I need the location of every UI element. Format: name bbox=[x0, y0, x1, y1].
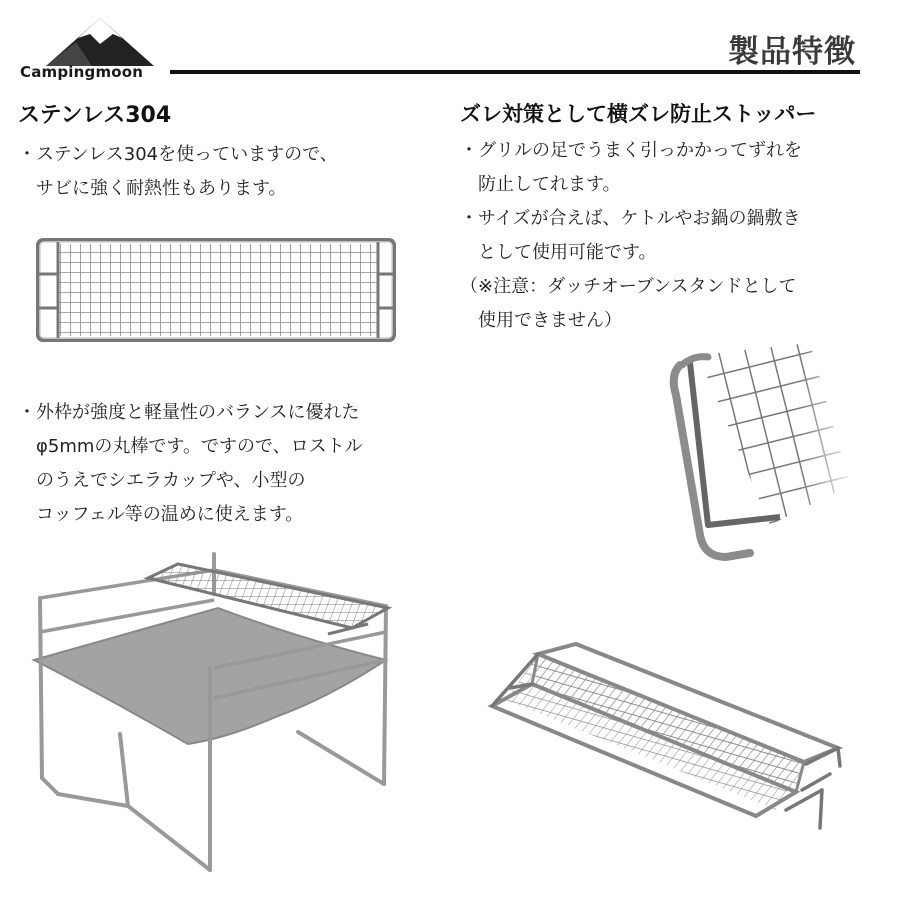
text-line: ・サイズが合えば、ケトルやお鍋の鍋敷き bbox=[460, 208, 801, 229]
text-line: ・グリルの足でうまく引っかかってずれを bbox=[460, 140, 802, 161]
text-line: サビに強く耐熱性もあります。 bbox=[18, 178, 287, 199]
brand-name: Campingmoon bbox=[20, 63, 144, 81]
section-title-stopper: ズレ対策として横ズレ防止ストッパー bbox=[460, 102, 817, 126]
text-line: 防止してれます。 bbox=[460, 174, 621, 195]
stopper-description bbox=[460, 134, 802, 338]
text-line: のうえでシエラカップや、小型の bbox=[18, 470, 306, 491]
grill-stand-with-mesh-image bbox=[28, 548, 438, 878]
text-line: ・外枠が強度と軽量性のバランスに優れた bbox=[18, 402, 360, 423]
text-line: コッフェル等の温めに使えます。 bbox=[18, 504, 304, 525]
grill-mesh-angled-image bbox=[486, 640, 858, 836]
text-line: 使用できません） bbox=[460, 310, 622, 331]
grill-mesh-top-view-image bbox=[30, 232, 402, 348]
stainless-description bbox=[18, 138, 338, 206]
text-line: として使用可能です。 bbox=[460, 242, 657, 263]
text-line: φ5mmの丸棒です。ですので、ロストル bbox=[18, 436, 363, 457]
text-line: （※注意：ダッチオーブンスタンドとして bbox=[460, 276, 797, 297]
stopper-closeup-image bbox=[660, 335, 860, 575]
frame-description bbox=[18, 396, 363, 532]
page-title: 製品特徴 bbox=[728, 34, 856, 70]
section-title-stainless: ステンレス304 bbox=[18, 103, 172, 128]
text-line: ・ステンレス304を使っていますので、 bbox=[18, 144, 338, 165]
